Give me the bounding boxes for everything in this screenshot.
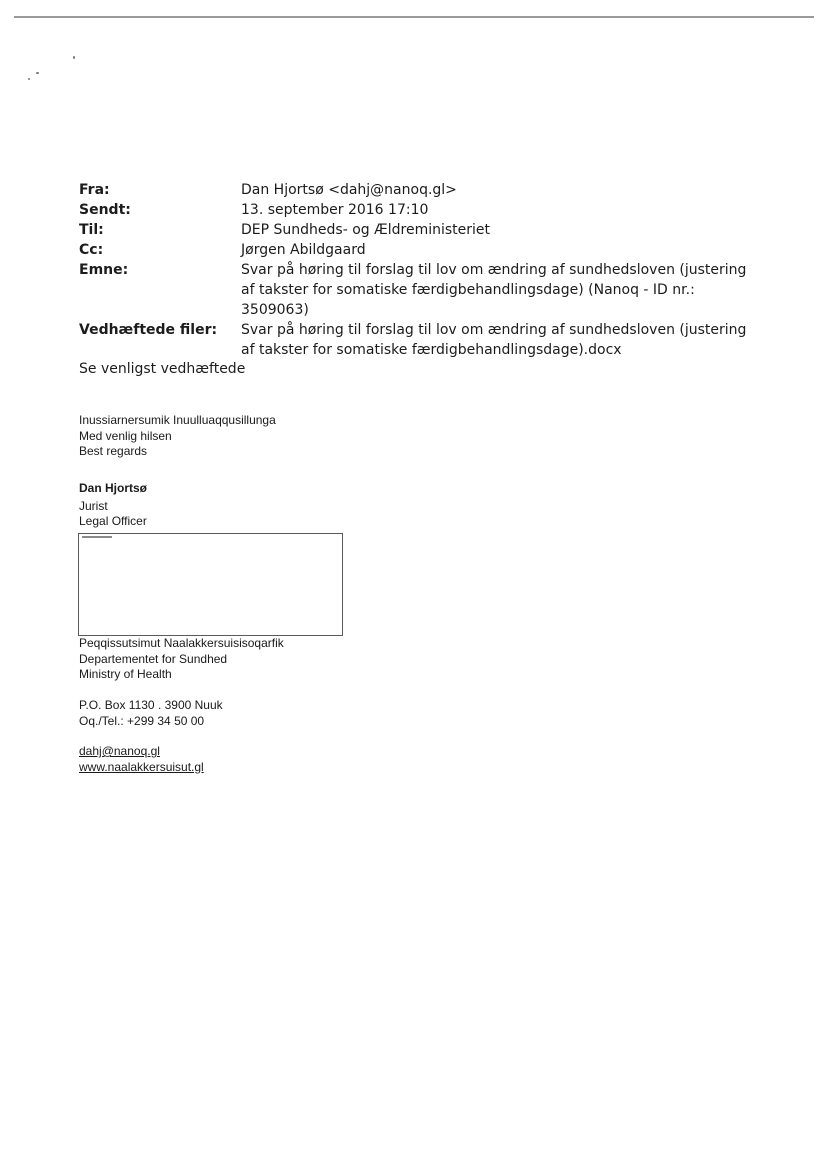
header-row-cc: [79, 240, 759, 260]
to-label: Til:: [79, 222, 104, 238]
scan-speck: [36, 72, 39, 74]
signature-title-english: Legal Officer: [79, 514, 147, 528]
header-row-from: [79, 180, 759, 200]
email-header: [79, 180, 759, 360]
sent-label: Sendt:: [79, 202, 131, 218]
greeting-danish: Med venlig hilsen: [79, 428, 172, 443]
header-row-sent: [79, 200, 759, 220]
subject-value: Svar på høring til forslag til lov om ændring af sundhedsloven (justering af takster for somatiske færdigbehandlingsdage) (Nanoq - ID nr.: 3509063): [241, 262, 747, 318]
sent-value: 13. september 2016 17:10: [241, 202, 429, 218]
logo-placeholder: [78, 533, 343, 636]
signature-contact: [79, 698, 223, 729]
header-row-attachments: [79, 320, 759, 360]
scan-speck: [28, 78, 30, 80]
dept-greenlandic: Peqqissutsimut Naalakkersuisisoqarfik: [79, 636, 284, 650]
scan-speck: [73, 56, 75, 59]
greeting-english: Best regards: [79, 444, 148, 458]
signature-title-danish: Jurist: [79, 498, 108, 513]
cc-value: Jørgen Abildgaard: [241, 242, 366, 258]
phone-number: Oq./Tel.: +299 34 50 00: [79, 713, 205, 728]
attachments-value: Svar på høring til forslag til lov om ændring af sundhedsloven (justering af takster for somatiske færdigbehandlingsdage).docx: [241, 322, 747, 358]
from-label: Fra:: [79, 182, 110, 198]
to-value: DEP Sundheds- og Ældreministeriet: [241, 222, 491, 238]
email-body: Se venligst vedhæftede: [79, 361, 246, 377]
header-row-to: [79, 220, 759, 240]
header-row-subject: [79, 260, 759, 320]
signature-name: Dan Hjortsø: [79, 481, 148, 495]
website-link[interactable]: www.naalakkersuisut.gl: [79, 759, 204, 774]
email-link[interactable]: dahj@nanoq.gl: [79, 744, 160, 758]
signature-greeting: [79, 413, 276, 460]
dept-danish: Departementet for Sundhed: [79, 651, 228, 666]
greeting-greenlandic: Inussiarnersumik Inuulluaqqusillunga: [79, 413, 276, 427]
top-divider: [14, 16, 814, 18]
from-value: Dan Hjortsø <dahj@nanoq.gl>: [241, 182, 457, 198]
subject-label: Emne:: [79, 262, 129, 278]
postal-address: P.O. Box 1130 . 3900 Nuuk: [79, 698, 223, 712]
cc-label: Cc:: [79, 242, 104, 258]
attachments-label: Vedhæftede filer:: [79, 322, 218, 338]
signature-links: [79, 744, 204, 775]
signature-department: [79, 636, 284, 683]
dept-english: Ministry of Health: [79, 667, 172, 681]
broken-image-marker: [82, 536, 112, 538]
signature-identity: [79, 481, 147, 530]
